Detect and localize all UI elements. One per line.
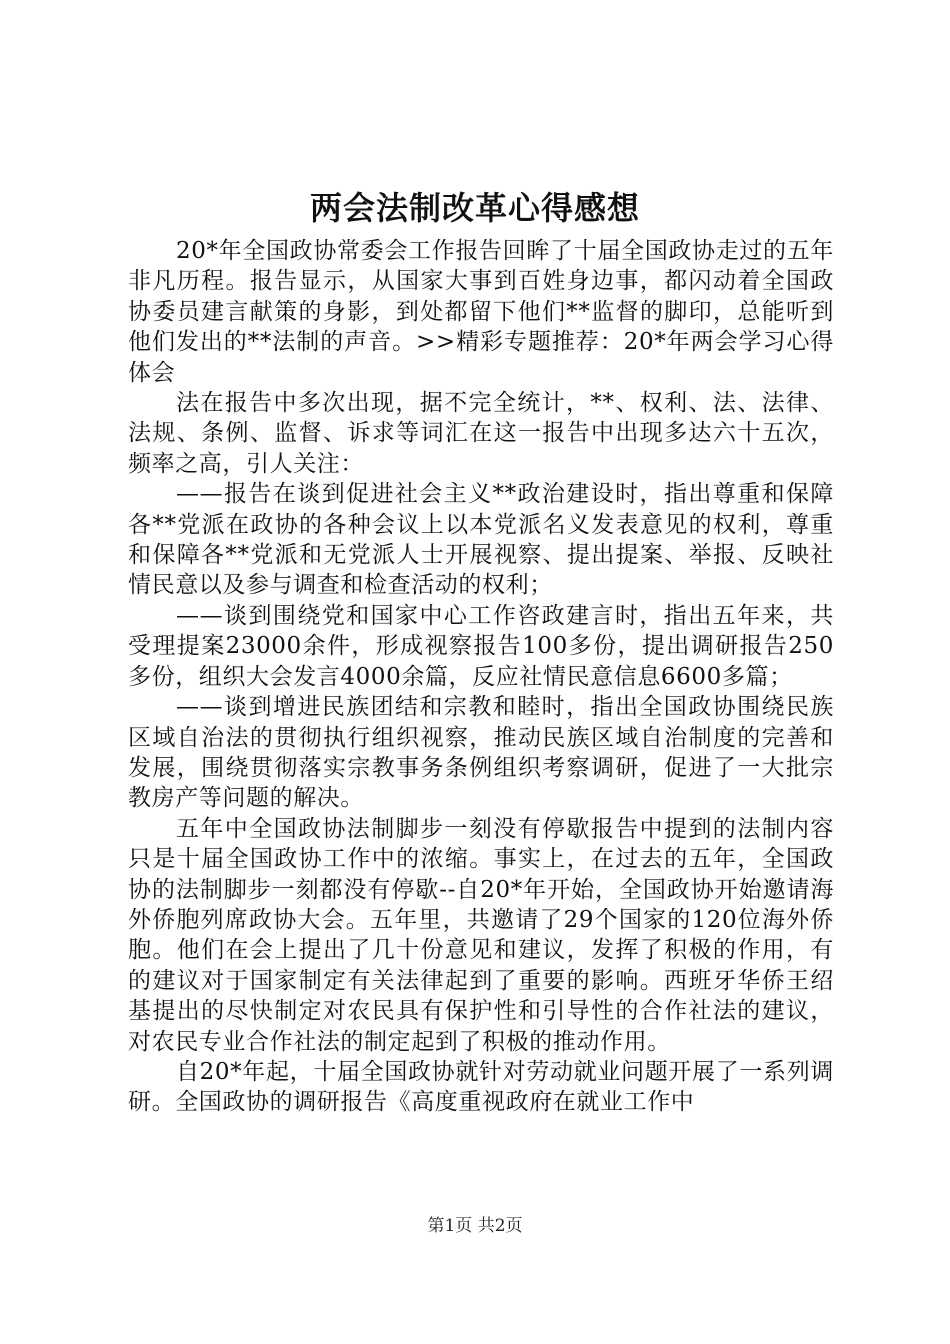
paragraph-2: 法在报告中多次出现，据不完全统计，**、权利、法、法律、法规、条例、监督、诉求等词汇在这一报告中出现多达六十五次，频率之高，引人关注： (128, 390, 834, 477)
paragraph-5: ——谈到增进民族团结和宗教和睦时，指出全国政协围绕民族区域自治法的贯彻执行组织视察，推动民族区域自治制度的完善和发展，围绕贯彻落实宗教事务条例组织考察调研，促进了一大批宗教房产等问题的解决。 (128, 694, 834, 812)
document-title: 两会法制改革心得感想 (309, 189, 640, 227)
paragraph-1: 20*年全国政协常委会工作报告回眸了十届全国政协走过的五年非凡历程。报告显示，从国家大事到百姓身边事，都闪动着全国政协委员建言献策的身影，到处都留下他们**监督的脚印，总能听到他们发出的**法制的声音。>>精彩专题推荐：20*年两会学习心得体会 (128, 238, 834, 386)
page-number-footer: 第1页 共2页 (427, 1216, 523, 1236)
paragraph-4: ——谈到围绕党和国家中心工作咨政建言时，指出五年来，共受理提案23000余件，形成视察报告100多份，提出调研报告250多份，组织大会发言4000余篇，反应社情民意信息6600多篇； (128, 602, 834, 690)
paragraph-6: 五年中全国政协法制脚步一刻没有停歇报告中提到的法制内容只是十届全国政协工作中的浓缩。事实上，在过去的五年，全国政协的法制脚步一刻都没有停歇--自20*年开始，全国政协开始邀请海外侨胞列席政协大会。五年里，共邀请了29个国家的120位海外侨胞。他们在会上提出了几十份意见和建议，发挥了积极的作用，有的建议对于国家制定有关法律起到了重要的影响。西班牙华侨王绍基提出的尽快制定对农民具有保护性和引导性的合作社法的建议，对农民专业合作社法的制定起到了积极的推动作用。 (128, 815, 834, 1055)
paragraph-7: 自20*年起，十届全国政协就针对劳动就业问题开展了一系列调研。全国政协的调研报告《高度重视政府在就业工作中 (128, 1058, 834, 1116)
document-body (128, 236, 834, 1118)
paragraph-3: ——报告在谈到促进社会主义**政治建设时，指出尊重和保障各**党派在政协的各种会议上以本党派名义发表意见的权利，尊重和保障各**党派和无党派人士开展视察、提出提案、举报、反映社情民意以及参与调查和检查活动的权利； (128, 481, 834, 599)
